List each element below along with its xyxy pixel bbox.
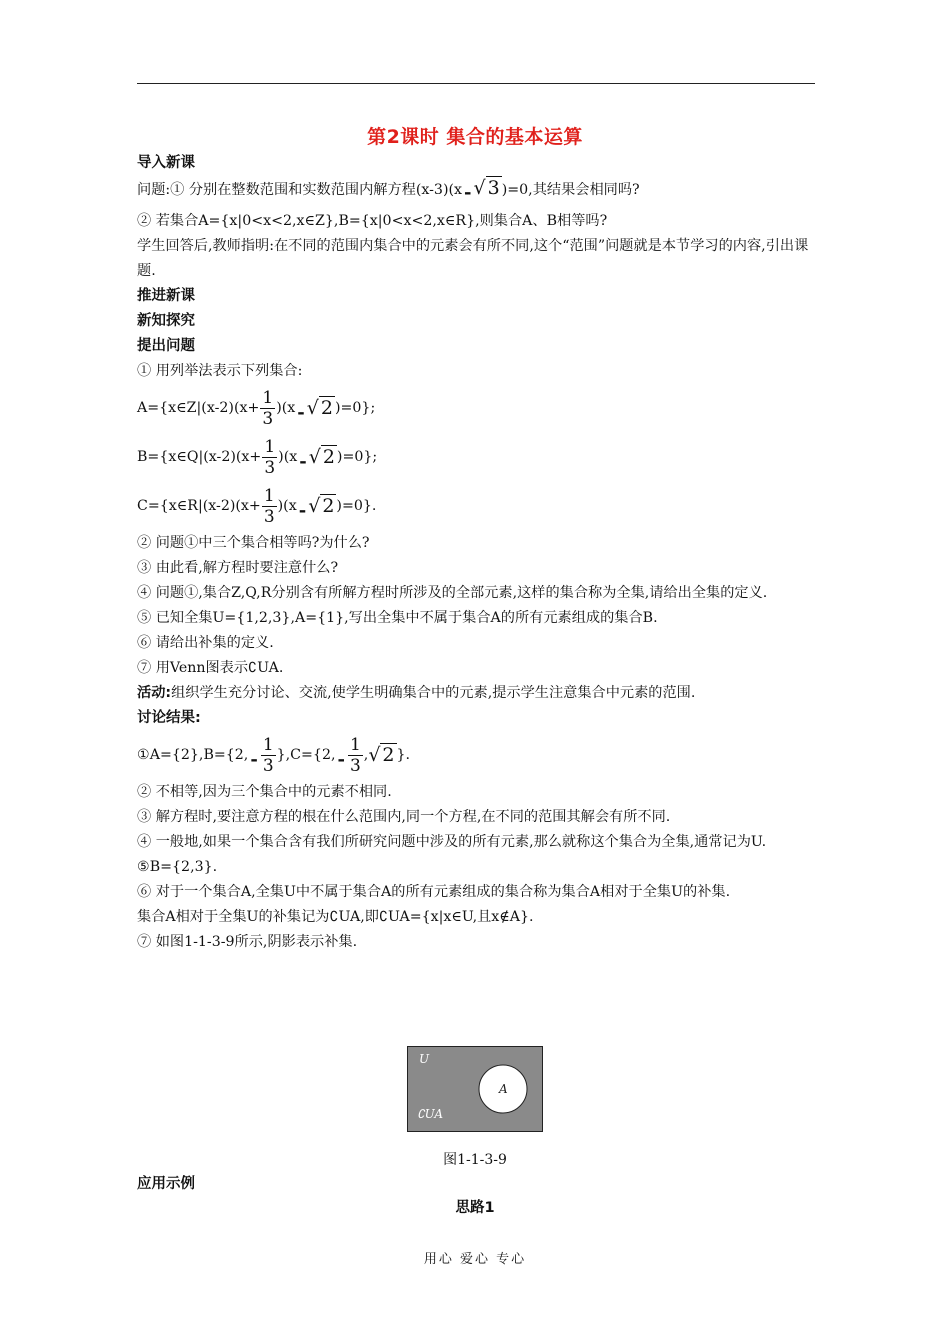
sqrt-2: √ 2 <box>308 446 335 468</box>
question-3: ③ 由此看,解方程时要注意什么? <box>137 560 339 576</box>
result-6: ⑥ 对于一个集合A,全集U中不属于集合A的所有元素组成的集合称为集合A相对于全集U的补集. <box>137 884 731 900</box>
intro-q1-suffix: )=0,其结果会相同吗? <box>501 182 640 198</box>
question-6: ⑥ 请给出补集的定义. <box>137 635 274 651</box>
set-a-prefix: A={x∈Z|(x-2)(x+ <box>137 400 260 416</box>
section-intro: 导入新课 <box>137 155 195 171</box>
sqrt-2: √ 2 <box>308 495 335 517</box>
intro-answer: 学生回答后,教师指明:在不同的范围内集合中的元素会有所不同,这个“范围”问题就是本节学习的内容,引出课题. <box>137 238 809 279</box>
section-application: 应用示例 <box>137 1176 195 1192</box>
set-c-prefix: C={x∈R|(x-2)(x+ <box>137 498 261 514</box>
result-7: ⑦ 如图1-1-3-9所示,阴影表示补集. <box>137 934 358 950</box>
sqrt-3-radicand: 3 <box>487 177 500 199</box>
activity-label: 活动: <box>137 685 172 701</box>
question-5: ⑤ 已知全集U={1,2,3},A={1},写出全集中不属于集合A的所有元素组成的集合B. <box>137 610 658 626</box>
fraction-one-third: $\frac{1}{3}$ <box>262 388 274 429</box>
fraction-one-third: $\frac{1}{3}$ <box>264 437 276 478</box>
activity <box>137 681 817 706</box>
set-b-prefix: B={x∈Q|(x-2)(x+ <box>137 449 262 465</box>
question-2: ② 问题①中三个集合相等吗?为什么? <box>137 535 370 551</box>
venn-svg <box>407 1046 543 1132</box>
header-rule <box>137 83 815 84</box>
figure-caption: 图1-1-3-9 <box>443 1152 507 1168</box>
intro-q1 <box>137 176 817 203</box>
result-3: ③ 解方程时,要注意方程的根在什么范围内,同一个方程,在不同的范围其解会有所不同. <box>137 809 671 825</box>
result-6-note: 集合A相对于全集U的补集记为∁UA,即∁UA={x|x∈U,且x∉A}. <box>137 909 534 925</box>
label-complement: ∁UA <box>417 1107 444 1121</box>
intro-q1-prefix: 问题:① 分别在整数范围和实数范围内解方程(x-3)(x <box>137 182 463 198</box>
page-title: 第2课时 集合的基本运算 <box>367 126 583 148</box>
result-4: ④ 一般地,如果一个集合含有我们所研究问题中涉及的所有元素,那么就称这个集合为全集,通常记为U. <box>137 834 767 850</box>
section-explore: 新知探究 <box>137 313 195 329</box>
sqrt-3: √ 3 <box>473 177 500 199</box>
fraction-one-third: $\frac{1}{3}$ <box>263 486 275 527</box>
intro-q2: ② 若集合A={x|0<x<2,x∈Z},B={x|0<x<2,x∈R},则集合A、B相等吗? <box>137 213 608 229</box>
set-c-equation: C={x∈R|(x-2)(x+ $\frac{1}{3}$ )(x - √ 2 )=0}. <box>137 486 377 527</box>
section-discussion: 讨论结果: <box>137 710 201 726</box>
result-1: ①A={2},B={2, - $\frac{1}{3}$ },C={2, - $\frac{1}{3}$ , √ 2 }. <box>137 735 411 776</box>
set-b-equation: B={x∈Q|(x-2)(x+ $\frac{1}{3}$ )(x - √ 2 )=0}; <box>137 437 378 478</box>
result-5: ⑤B={2,3}. <box>137 859 218 875</box>
section-question: 提出问题 <box>137 338 195 354</box>
question-1: ① 用列举法表示下列集合: <box>137 363 303 379</box>
sqrt-2: √ 2 <box>306 397 333 419</box>
section-idea: 思路1 <box>455 1200 495 1216</box>
section-advance: 推进新课 <box>137 288 195 304</box>
sqrt-2: √ 2 <box>368 744 395 766</box>
question-7: ⑦ 用Venn图表示∁UA. <box>137 660 284 676</box>
question-4: ④ 问题①,集合Z,Q,R分别含有所解方程时所涉及的全部元素,这样的集合称为全集,请给出全集的定义. <box>137 585 768 601</box>
venn-diagram <box>407 1046 543 1132</box>
minus-sign: - <box>464 182 472 203</box>
label-a: A <box>499 1082 508 1096</box>
set-a-equation: A={x∈Z|(x-2)(x+ $\frac{1}{3}$ )(x - √ 2 )=0}; <box>137 388 376 429</box>
activity-text: 组织学生充分讨论、交流,使学生明确集合中的元素,提示学生注意集合中元素的范围. <box>171 685 696 701</box>
fraction-one-third: $\frac{1}{3}$ <box>262 735 274 776</box>
document-body <box>137 151 817 955</box>
result-2: ② 不相等,因为三个集合中的元素不相同. <box>137 784 392 800</box>
label-u: U <box>419 1052 430 1066</box>
page-footer: 用心 爱心 专心 <box>423 1252 527 1267</box>
fraction-one-third: $\frac{1}{3}$ <box>349 735 361 776</box>
